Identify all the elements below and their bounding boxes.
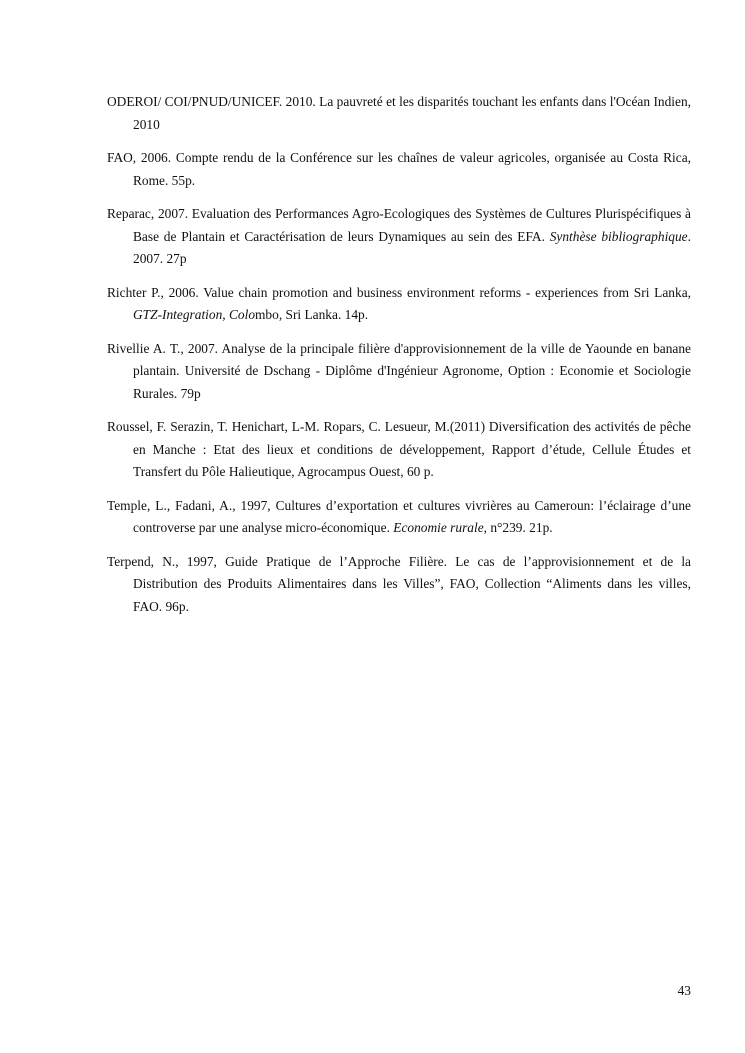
reference-text: mbo, Sri Lanka. 14p. <box>255 307 369 322</box>
reference-text: Roussel, F. Serazin, T. Henichart, L-M. Ropars, C. Lesueur, M.(2011) Diversification des activités de pêche en Manche : Etat des lieux et conditions de développement, Rapport d’étude, Cellule Études et Transfert du Pôle Halieutique, Agrocampus Ouest, 60 p. <box>107 419 691 479</box>
reference-text: , n°239. 21p. <box>483 520 553 535</box>
reference-entry <box>107 282 691 327</box>
reference-text: Reparac, 2007. Evaluation des Performances Agro-Ecologiques des Systèmes de Cultures Plurispécifiques à Base de Plantain et Caractérisation de leurs Dynamiques au sein des EFA. <box>107 206 691 244</box>
reference-text: . 2007. 27p <box>133 228 691 266</box>
reference-text: FAO, 2006. Compte rendu de la Conférence sur les chaînes de valeur agricoles, organisée au Costa Rica, Rome. 55p. <box>107 150 691 188</box>
reference-text: Richter P., 2006. Value chain promotion and business environment reforms - experiences from Sri Lanka, <box>107 284 691 300</box>
reference-text: Rivellie A. T., 2007. Analyse de la principale filière d'approvisionnement de la ville de Yaounde en banane plantain. Université de Dschang - Diplôme d'Ingénieur Agronome, Option : Economie et Sociologie Rurales. 79p <box>107 340 691 401</box>
reference-entry <box>107 416 691 484</box>
reference-entry <box>107 147 691 192</box>
reference-list <box>107 91 691 629</box>
page-number: 43 <box>677 983 691 998</box>
reference-italic-text: Synthèse bibliographique <box>549 228 688 244</box>
reference-text: ODEROI/ COI/PNUD/UNICEF. 2010. La pauvreté et les disparités touchant les enfants dans l'Océan Indien, 2010 <box>107 94 691 132</box>
reference-italic-text: GTZ-Integration, Colo <box>133 307 256 322</box>
reference-entry <box>107 203 691 271</box>
reference-entry <box>107 551 691 619</box>
reference-entry <box>107 91 691 136</box>
reference-text: Temple, L., Fadani, A., 1997, Cultures d’exportation et cultures vivrières au Cameroun: l’éclairage d’une controverse par une analyse micro-économique. <box>107 497 691 535</box>
reference-italic-text: Economie rurale <box>393 520 484 535</box>
reference-text: Terpend, N., 1997, Guide Pratique de l’Approche Filière. Le cas de l’approvisionnement et de la Distribution des Produits Alimentaires dans les Villes”, FAO, Collection “Aliments dans les villes, FAO. 96p. <box>107 553 691 614</box>
reference-entry <box>107 495 691 540</box>
reference-entry <box>107 338 691 406</box>
